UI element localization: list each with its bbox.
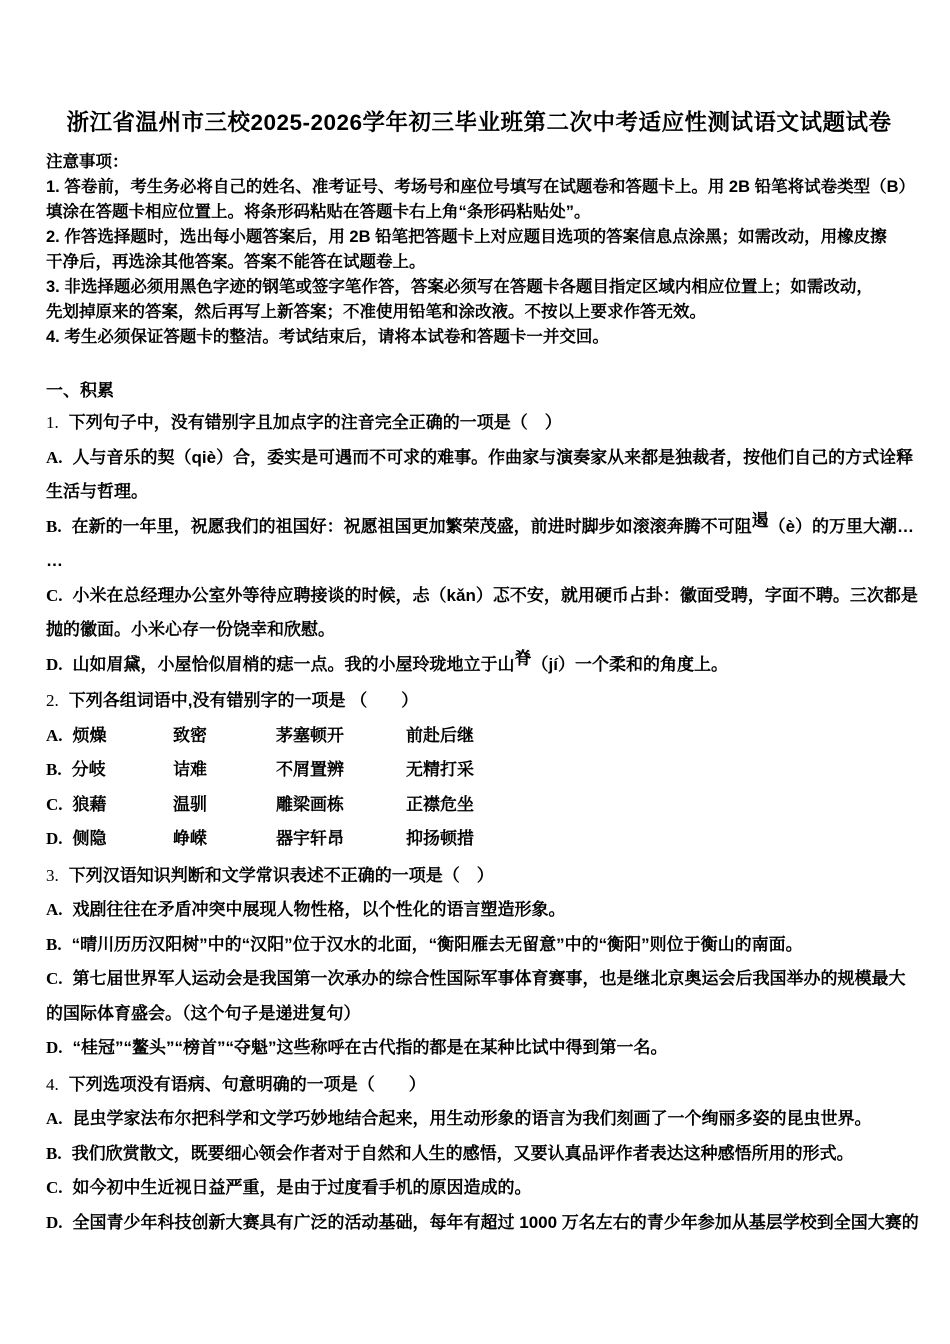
option-letter-a: A. <box>46 447 63 467</box>
question-1-stem <box>46 406 912 441</box>
option-letter-a: A. <box>46 1109 63 1128</box>
word-cell <box>46 822 173 857</box>
option-letter-c: C. <box>46 794 63 814</box>
word-3: 器宇轩昂 <box>276 829 344 848</box>
option-a-text: 戏剧往往在矛盾冲突中展现人物性格，以个性化的语言塑造形象。 <box>72 900 566 919</box>
option-d-text: “桂冠”“鳌头”“榜首”“夺魁”这些称呼在古代指的都是在某种比试中得到第一名。 <box>72 1038 668 1057</box>
word-1: 分岐 <box>71 760 106 779</box>
notice-item-2-line-2: 干净后，再选涂其他答案。答案不能答在试题卷上。 <box>46 253 426 271</box>
word-2: 峥嵘 <box>173 829 207 848</box>
word-3: 茅塞顿开 <box>276 725 344 745</box>
notice-item-4-line-1: 4. 考生必须保证答题卡的整洁。考试结束后，请将本试卷和答题卡一并交回。 <box>46 328 609 346</box>
option-b-text: “晴川历历汉阳树”中的“汉阳”位于汉水的北面，“衡阳雁去无留意”中的“衡阳”则位于衡山的南面。 <box>71 934 803 954</box>
notice-section <box>46 150 916 350</box>
word-3: 雕梁画栋 <box>276 794 344 814</box>
question-4-option-a <box>46 1102 912 1137</box>
word-2: 诘难 <box>173 760 207 779</box>
question-3-option-c-line-2: 的国际体育盛会。（这个句子是递进复句） <box>46 1003 361 1023</box>
question-4-option-c <box>46 1171 912 1206</box>
question-2-row-d <box>46 822 912 857</box>
word-1: 狼藉 <box>72 794 107 814</box>
notice-item-2-line-1: 2. 作答选择题时，选出每小题答案后，用 2B 铅笔把答题卡上对应题目选项的答案信息点涂黑；如需改动，用橡皮擦 <box>46 228 887 246</box>
option-b-raised-char: 遏 <box>751 510 769 530</box>
option-letter-b: B. <box>46 516 62 536</box>
option-letter-d: D. <box>46 829 63 848</box>
option-d-text-pre: 山如眉黛，小屋恰似眉梢的痣一点。我的小屋玲珑地立于山 <box>72 654 515 674</box>
option-letter-b: B. <box>46 760 62 779</box>
option-d-text: 全国青少年科技创新大赛具有广泛的活动基础，每年有超过 1000 万名左右的青少年参加从基层学校到全国大赛的 <box>72 1212 919 1232</box>
option-letter-b: B. <box>46 934 62 954</box>
option-letter-c: C. <box>46 1178 63 1197</box>
option-letter-a: A. <box>46 900 63 919</box>
question-1-number: 1. <box>46 413 59 432</box>
notice-item-3-line-1: 3. 非选择题必须用黑色字迹的钢笔或签字笔作答，答案必须写在答题卡各题目指定区域内相应位置上；如需改动， <box>46 278 873 296</box>
option-letter-d: D. <box>46 1212 63 1232</box>
section-heading-accumulation: 一、积累 <box>46 381 114 400</box>
question-1-stem-text: 下列句子中，没有错别字且加点字的注音完全正确的一项是（ ） <box>68 413 562 432</box>
question-3-stem <box>46 859 912 894</box>
question-1-option-b-line-1 <box>46 510 915 545</box>
question-3-option-b <box>46 928 912 963</box>
question-1-option-a-line-2: 生活与哲理。 <box>46 482 148 501</box>
question-1-option-b-line-2: … <box>46 551 63 570</box>
question-3-option-a <box>46 893 912 928</box>
word-4: 无精打采 <box>406 760 474 779</box>
notice-heading: 注意事项： <box>46 153 129 171</box>
word-cell <box>46 753 173 788</box>
notice-item-3-line-2: 先划掉原来的答案，然后再写上新答案；不准使用铅笔和涂改液。不按以上要求作答无效。 <box>46 303 706 321</box>
option-b-text-pre: 在新的一年里，祝愿我们的祖国好：祝愿祖国更加繁荣茂盛，前进时脚步如滚滚奔腾不可阻 <box>71 516 752 536</box>
question-4-option-d <box>46 1206 919 1241</box>
option-letter-c: C. <box>46 969 63 988</box>
word-4: 正襟危坐 <box>406 794 474 814</box>
word-1: 烦燥 <box>72 725 107 745</box>
question-4-stem <box>46 1068 912 1103</box>
option-letter-d: D. <box>46 654 63 674</box>
question-2-number: 2. <box>46 691 59 710</box>
word-2: 温驯 <box>173 794 207 814</box>
option-letter-a: A. <box>46 725 63 745</box>
word-cell <box>46 788 173 823</box>
option-d-raised-char: 脊 <box>514 648 532 668</box>
question-1-option-c-line-2: 抛的徽面。小米心存一份饶幸和欣慰。 <box>46 620 335 639</box>
question-4-stem-text: 下列选项没有语病、句意明确的一项是（ ） <box>68 1074 426 1094</box>
option-b-text: 我们欣赏散文，既要细心领会作者对于自然和人生的感悟，又要认真品评作者表达这种感悟所用的形式。 <box>71 1143 854 1163</box>
question-2-stem <box>46 684 912 719</box>
question-3-option-d <box>46 1031 912 1066</box>
word-cell <box>46 719 173 754</box>
question-2-row-c <box>46 788 912 823</box>
notice-item-1-line-1: 1. 答卷前，考生务必将自己的姓名、准考证号、考场号和座位号填写在试题卷和答题卡上。用 2B 铅笔将试卷类型（B） <box>46 178 916 196</box>
word-4: 抑扬顿措 <box>406 829 474 848</box>
question-3-option-c-line-1 <box>46 962 912 997</box>
option-d-text-post: （jí）一个柔和的角度上。 <box>531 654 728 674</box>
word-2: 致密 <box>173 725 207 745</box>
page-title: 浙江省温州市三校2025-2026学年初三毕业班第二次中考适应性测试语文试题试卷 <box>66 110 892 135</box>
question-2-row-a <box>46 719 912 754</box>
question-1-option-d-line-1 <box>46 648 912 683</box>
notice-item-1-line-2: 填涂在答题卡相应位置上。将条形码粘贴在答题卡右上角“条形码粘贴处”。 <box>46 203 591 221</box>
option-b-text-post: （è）的万里大潮… <box>768 516 915 536</box>
option-letter-d: D. <box>46 1038 63 1057</box>
option-c-text: 小米在总经理办公室外等待应聘接谈的时候，忐（kǎn）忑不安，就用硬币占卦：徽面受聘，字面不聘。三次都是 <box>72 585 918 605</box>
question-4-number: 4. <box>46 1074 59 1094</box>
option-a-text: 昆虫学家法布尔把科学和文学巧妙地结合起来，用生动形象的语言为我们刻画了一个绚丽多姿的昆虫世界。 <box>72 1109 872 1128</box>
word-3: 不屑置辨 <box>276 760 344 779</box>
word-1: 侧隐 <box>72 829 107 848</box>
question-1-option-a-line-1 <box>46 441 912 476</box>
question-2-row-b <box>46 753 912 788</box>
question-2-stem-text: 下列各组词语中,没有错别字的一项是 （ ） <box>68 691 419 710</box>
option-letter-c: C. <box>46 585 63 605</box>
word-4: 前赴后继 <box>406 725 474 745</box>
option-c-text: 第七届世界军人运动会是我国第一次承办的综合性国际军事体育赛事，也是继北京奥运会后我国举办的规模最大 <box>72 969 906 988</box>
option-letter-b: B. <box>46 1143 62 1163</box>
question-4-option-b <box>46 1137 912 1172</box>
option-c-text: 如今初中生近视日益严重，是由于过度看手机的原因造成的。 <box>72 1178 532 1197</box>
question-3-stem-text: 下列汉语知识判断和文学常识表述不正确的一项是（ ） <box>68 865 494 885</box>
option-a-text: 人与音乐的契（qiè）合，委实是可遇而不可求的难事。作曲家与演奏家从来都是独裁者，按他们自己的方式诠释 <box>72 447 914 467</box>
question-1-option-c-line-1 <box>46 579 918 614</box>
question-3-number: 3. <box>46 865 59 885</box>
